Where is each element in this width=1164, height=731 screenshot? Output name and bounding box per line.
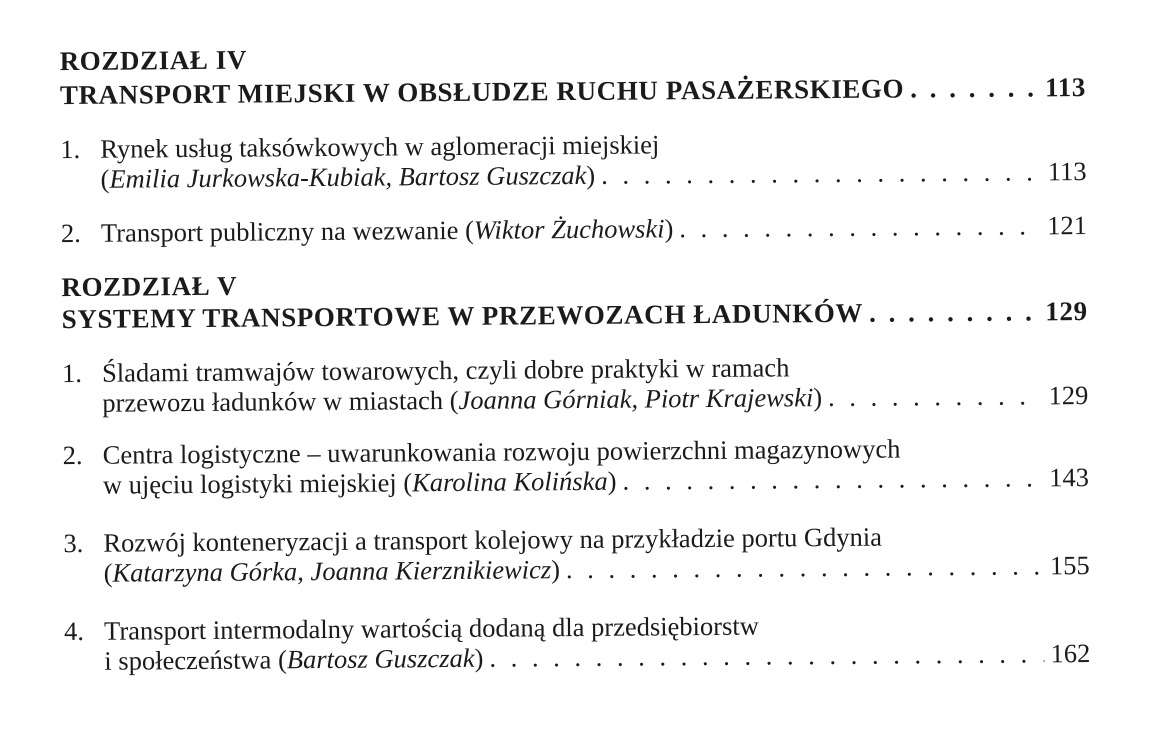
entry-suffix: ): [586, 159, 596, 190]
chapter-5-title: SYSTEMY TRANSPORTOWE W PRZEWOZACH ŁADUNKÓW: [61, 297, 864, 335]
entry-title: Rozwój konteneryzacji a transport kolejowy na przykładzie portu Gdynia: [103, 521, 883, 558]
entry-title: Transport intermodalny wartością dodaną dla przedsiębiorstw: [103, 610, 759, 646]
leader-dots: [679, 210, 1041, 243]
entry-title: Centra logistyczne – uwarunkowania rozwoju powierzchni magazynowych: [102, 433, 901, 470]
leader-dots: [489, 638, 1044, 672]
entry-number: 3.: [63, 527, 84, 559]
chapter-5-page: 129: [1045, 296, 1088, 327]
entry-number: 4.: [63, 615, 85, 647]
entry-authors: Joanna Górniak, Piotr Krajewski: [458, 382, 814, 415]
entry-page: 129: [1048, 380, 1089, 411]
toc-entry-5-3-line2[interactable]: [104, 550, 1090, 588]
entry-number: 1.: [60, 133, 81, 165]
entry-prefix: i społeczeństwa (: [104, 644, 287, 676]
leader-dots: [622, 462, 1043, 495]
entry-page: 113: [1047, 156, 1087, 187]
entry-suffix: ): [607, 465, 617, 496]
entry-authors: Wiktor Żuchowski: [473, 213, 665, 245]
entry-suffix: ): [551, 554, 561, 585]
entry-title: Rynek usług taksówkowych w aglomeracji miejskiej: [100, 129, 660, 164]
toc-entry-4-2[interactable]: [61, 210, 1087, 248]
entry-page: 162: [1050, 638, 1091, 669]
entry-suffix: ): [474, 642, 484, 673]
entry-prefix: (: [103, 557, 113, 588]
entry-suffix: ): [664, 213, 674, 244]
leader-dots: [566, 550, 1044, 584]
chapter-4-title: TRANSPORT MIEJSKI W OBSŁUDZE RUCHU PASAŻERSKIEGO: [59, 73, 905, 111]
entry-prefix: w ujęciu logistyki miejskiej (: [102, 467, 413, 500]
entry-prefix: (: [100, 163, 110, 194]
leader-dots: [869, 296, 1040, 327]
leader-dots: [601, 156, 1041, 189]
toc-entry-5-2-line2[interactable]: [103, 462, 1089, 500]
entry-prefix: Transport publiczny na wezwanie (: [100, 214, 474, 248]
chapter-4-page: 113: [1044, 72, 1086, 103]
leader-dots: [910, 72, 1039, 103]
entry-suffix: ): [813, 382, 823, 413]
entry-number: 1.: [61, 357, 83, 389]
entry-page: 143: [1049, 462, 1090, 493]
entry-number: 2.: [62, 439, 83, 471]
chapter-4-label: ROZDZIAŁ IV: [59, 44, 248, 77]
toc-entry-4-1-line2[interactable]: [100, 156, 1086, 194]
entry-authors: Katarzyna Górka, Joanna Kierznikiewicz: [112, 554, 552, 588]
entry-title: Śladami tramwajów towarowych, czyli dobre praktyki w ramach: [101, 352, 790, 388]
toc-entry-4-1-line1[interactable]: [60, 129, 659, 164]
entry-authors: Bartosz Guszczak: [286, 642, 475, 675]
entry-number: 2.: [60, 217, 81, 249]
leader-dots: [828, 380, 1042, 412]
entry-page: 155: [1049, 550, 1090, 581]
entry-page: 121: [1047, 210, 1088, 241]
entry-authors: Emilia Jurkowska-Kubiak, Bartosz Guszczak: [109, 159, 587, 194]
chapter-4-title-row[interactable]: [60, 72, 1086, 110]
toc-entry-5-4-line2[interactable]: [104, 638, 1090, 676]
entry-prefix: przewozu ładunków w miastach (: [102, 384, 459, 418]
entry-authors: Karolina Kolińska: [411, 465, 608, 498]
toc-entry-5-1-line2[interactable]: [102, 380, 1088, 418]
chapter-5-title-row[interactable]: [62, 296, 1088, 334]
chapter-5-label: ROZDZIAŁ V: [61, 270, 238, 303]
